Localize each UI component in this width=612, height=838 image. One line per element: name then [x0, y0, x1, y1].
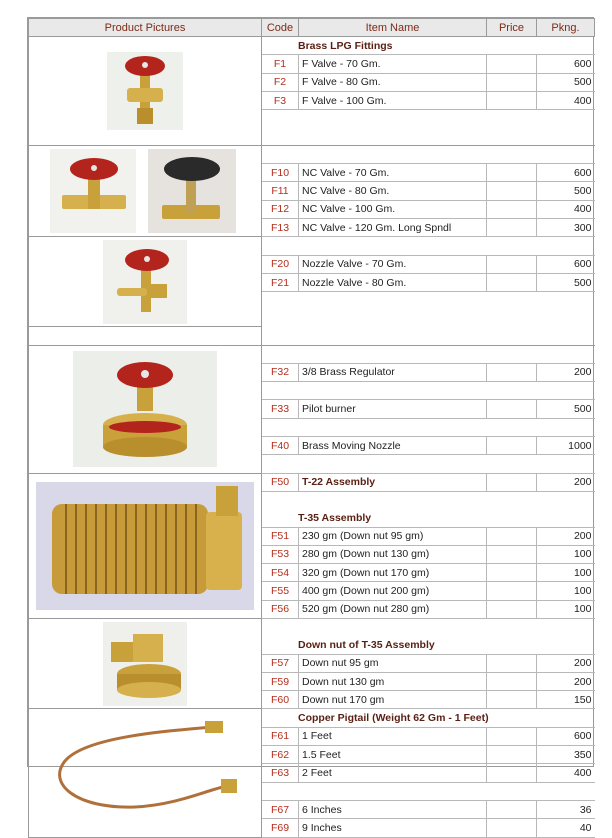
item-name: NC Valve - 120 Gm. Long Spndl [299, 218, 487, 236]
item-name: F Valve - 70 Gm. [299, 55, 487, 73]
item-code: F40 [262, 437, 299, 455]
pigtail-image [45, 717, 245, 829]
item-price [487, 400, 537, 418]
item-price [487, 654, 537, 672]
catalog-sheet [27, 17, 594, 834]
item-name: Down nut 95 gm [299, 654, 487, 672]
item-price [487, 727, 537, 745]
item-code: F21 [262, 273, 299, 291]
item-pkng: 150 [537, 691, 595, 709]
item-price [487, 363, 537, 381]
table-row [29, 473, 595, 491]
nc-valve-picture [29, 145, 262, 236]
item-code: F51 [262, 527, 299, 545]
item-pkng: 300 [537, 218, 595, 236]
group-t35-assembly: T-35 Assembly [262, 509, 595, 527]
item-code: F33 [262, 400, 299, 418]
item-pkng: 400 [537, 764, 595, 782]
item-price [487, 255, 537, 273]
item-pkng: 1000 [537, 437, 595, 455]
item-price [487, 672, 537, 690]
item-price [487, 800, 537, 818]
item-code: F60 [262, 691, 299, 709]
item-code: F12 [262, 200, 299, 218]
item-name: 230 gm (Down nut 95 gm) [299, 527, 487, 545]
item-code: F69 [262, 819, 299, 837]
blank-row [29, 145, 595, 163]
item-price [487, 600, 537, 618]
item-name: NC Valve - 70 Gm. [299, 164, 487, 182]
item-pkng: 36 [537, 800, 595, 818]
item-code: F62 [262, 746, 299, 764]
item-pkng: 350 [537, 746, 595, 764]
regulator-image [73, 351, 217, 467]
item-code: F11 [262, 182, 299, 200]
col-product-pictures: Product Pictures [29, 19, 262, 37]
item-pkng: 600 [537, 255, 595, 273]
down-nut-image [103, 622, 187, 706]
blank-row [29, 237, 595, 255]
item-pkng: 100 [537, 564, 595, 582]
item-price [487, 764, 537, 782]
item-price [487, 473, 537, 491]
table-header [29, 19, 595, 37]
item-price [487, 746, 537, 764]
item-price [487, 164, 537, 182]
item-name: Down nut 130 gm [299, 672, 487, 690]
item-pkng: 400 [537, 91, 595, 109]
item-name: 1 Feet [299, 727, 487, 745]
item-name: T-22 Assembly [299, 473, 487, 491]
group-header [29, 37, 595, 55]
item-name: 6 Inches [299, 800, 487, 818]
t-assembly-image [36, 482, 254, 610]
item-code: F63 [262, 764, 299, 782]
pigtail-picture [29, 709, 262, 837]
item-price [487, 545, 537, 563]
t-assembly-picture [29, 473, 262, 618]
item-code: F1 [262, 55, 299, 73]
item-code: F61 [262, 727, 299, 745]
item-code: F53 [262, 545, 299, 563]
item-code: F32 [262, 363, 299, 381]
item-pkng: 200 [537, 363, 595, 381]
col-code: Code [262, 19, 299, 37]
item-price [487, 527, 537, 545]
col-pkng: Pkng. [537, 19, 595, 37]
item-name: 400 gm (Down nut 200 gm) [299, 582, 487, 600]
item-name: 3/8 Brass Regulator [299, 363, 487, 381]
item-pkng: 400 [537, 200, 595, 218]
item-pkng: 200 [537, 654, 595, 672]
item-price [487, 55, 537, 73]
item-pkng: 200 [537, 672, 595, 690]
item-code: F2 [262, 73, 299, 91]
item-code: F67 [262, 800, 299, 818]
item-price [487, 819, 537, 837]
nc-valve-image [50, 149, 240, 233]
item-code: F55 [262, 582, 299, 600]
item-name: NC Valve - 80 Gm. [299, 182, 487, 200]
item-name: 1.5 Feet [299, 746, 487, 764]
item-code: F20 [262, 255, 299, 273]
item-name: Down nut 170 gm [299, 691, 487, 709]
item-name: Brass Moving Nozzle [299, 437, 487, 455]
item-name: Nozzle Valve - 80 Gm. [299, 273, 487, 291]
down-nut-picture [29, 619, 262, 709]
item-code: F54 [262, 564, 299, 582]
item-price [487, 182, 537, 200]
blank-row [29, 327, 595, 345]
item-pkng: 100 [537, 600, 595, 618]
col-price: Price [487, 19, 537, 37]
item-name: F Valve - 80 Gm. [299, 73, 487, 91]
group-brass-lpg-fittings: Brass LPG Fittings [262, 37, 595, 55]
item-price [487, 218, 537, 236]
item-pkng: 600 [537, 55, 595, 73]
item-name: NC Valve - 100 Gm. [299, 200, 487, 218]
blank-row [29, 345, 595, 363]
item-price [487, 582, 537, 600]
item-pkng: 40 [537, 819, 595, 837]
item-price [487, 91, 537, 109]
item-pkng: 100 [537, 545, 595, 563]
nozzle-valve-image [103, 240, 187, 324]
group-down-nut: Down nut of T-35 Assembly [262, 636, 595, 654]
blank-row [29, 619, 595, 637]
item-name: F Valve - 100 Gm. [299, 91, 487, 109]
item-price [487, 691, 537, 709]
item-pkng: 500 [537, 273, 595, 291]
item-pkng: 600 [537, 164, 595, 182]
item-pkng: 200 [537, 473, 595, 491]
item-price [487, 273, 537, 291]
item-code: F13 [262, 218, 299, 236]
item-code: F56 [262, 600, 299, 618]
item-code: F59 [262, 672, 299, 690]
item-code: F3 [262, 91, 299, 109]
item-price [487, 200, 537, 218]
item-code: F57 [262, 654, 299, 672]
item-code: F50 [262, 473, 299, 491]
item-name: 2 Feet [299, 764, 487, 782]
item-name: 9 Inches [299, 819, 487, 837]
item-pkng: 500 [537, 400, 595, 418]
price-list-table [28, 18, 595, 838]
col-item-name: Item Name [299, 19, 487, 37]
item-price [487, 564, 537, 582]
item-price [487, 437, 537, 455]
item-pkng: 600 [537, 727, 595, 745]
item-price [487, 73, 537, 91]
group-header [29, 709, 595, 727]
group-copper-pigtail: Copper Pigtail (Weight 62 Gm - 1 Feet) [262, 709, 595, 727]
item-pkng: 200 [537, 527, 595, 545]
f-valve-picture [29, 37, 262, 146]
item-name: Nozzle Valve - 70 Gm. [299, 255, 487, 273]
f-valve-image [107, 52, 183, 130]
item-name: 520 gm (Down nut 280 gm) [299, 600, 487, 618]
item-name: 320 gm (Down nut 170 gm) [299, 564, 487, 582]
nozzle-valve-picture [29, 237, 262, 327]
regulator-picture [29, 345, 262, 473]
item-pkng: 500 [537, 73, 595, 91]
item-name: 280 gm (Down nut 130 gm) [299, 545, 487, 563]
item-name: Pilot burner [299, 400, 487, 418]
item-pkng: 100 [537, 582, 595, 600]
item-code: F10 [262, 164, 299, 182]
item-pkng: 500 [537, 182, 595, 200]
